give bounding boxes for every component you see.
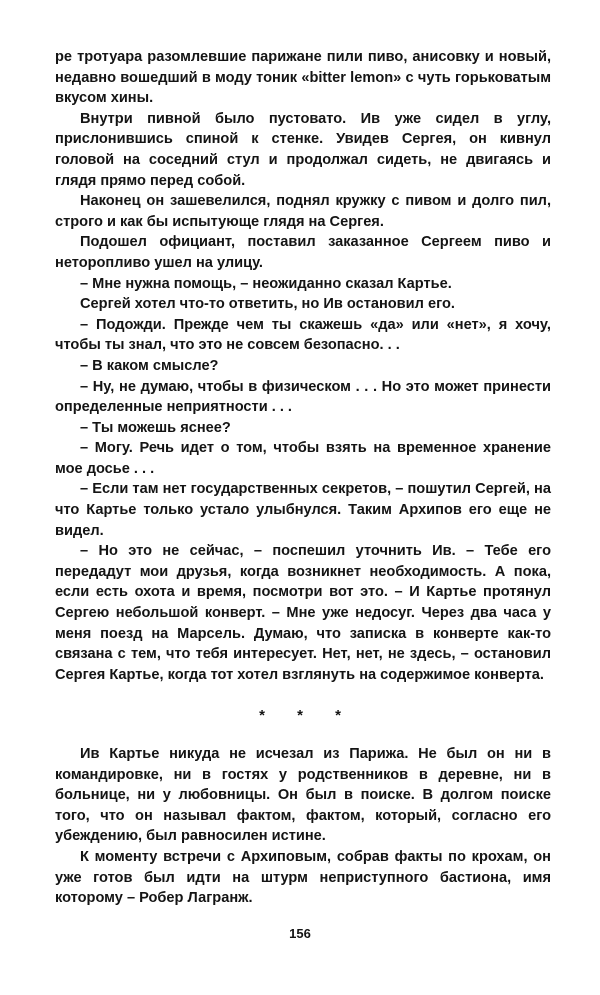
dialogue-line: – В каком смысле?	[80, 357, 219, 374]
paragraph: Сергей хотел что-то ответить, но Ив остановил его.	[80, 296, 455, 313]
dialogue-line: – Но это не сейчас, – поспешил уточнить Ив. – Тебе его передадут мои друзья, когда возникнет необходимость. А пока, если есть охота и время, посмотри вот это. – И Картье протянул Сергею небольшой конверт. – Мне уже недосуг. Через два часа у меня поезд на Марсель. Думаю, что записка в конверте как-то связана с тем, что тебя интересует. Нет, нет, не здесь, – остановил Сергея Картье, когда тот хотел взглянуть на содержимое конверта.	[55, 543, 551, 683]
dialogue-line: – Подожди. Прежде чем ты скажешь «да» или «нет», я хочу, чтобы ты знал, что это не совсем безопасно. . .	[55, 316, 551, 354]
paragraph: Внутри пивной было пустовато. Ив уже сидел в углу, прислонившись спиной к стенке. Увидев Сергея, он кивнул головой на соседний стул и продолжал сидеть, не двигаясь и глядя прямо перед собой.	[55, 110, 551, 189]
text-block-bottom	[55, 744, 551, 909]
paragraph: ре тротуара разомлевшие парижане пили пиво, анисовку и новый, недавно вошедший в моду тоник «bitter lemon» с чуть горьковатым вкусом хины.	[55, 49, 551, 107]
paragraph: Ив Картье никуда не исчезал из Парижа. Не был он ни в командировке, ни в гостях у родственников в деревне, ни в больнице, ни у любовницы. Он был в поиске. В долгом поиске того, что он называл фактом, фактом, который, согласно его убеждению, был равносилен истине.	[55, 746, 551, 845]
dialogue-line: – Если там нет государственных секретов, – пошутил Сергей, на что Картье только устало улыбнулся. Таким Архипов его еще не видел.	[55, 481, 551, 539]
dialogue-line: – Ну, не думаю, чтобы в физическом . . . Но это может принести определенные неприятности . . .	[55, 378, 551, 416]
dialogue-line: – Ты можешь яснее?	[80, 419, 231, 436]
dialogue-line: – Могу. Речь идет о том, чтобы взять на временное хранение мое досье . . .	[55, 440, 551, 477]
section-separator: * * *	[259, 707, 355, 724]
paragraph: К моменту встречи с Архиповым, собрав факты по крохам, он уже готов был идти на штурм неприступного бастиона, имя которому – Робер Лагранж.	[55, 848, 551, 907]
page-number: 156	[289, 926, 311, 941]
paragraph: Подошел официант, поставил заказанное Сергеем пиво и неторопливо ушел на улицу.	[55, 234, 551, 271]
dialogue-line: – Мне нужна помощь, – неожиданно сказал Картье.	[80, 275, 452, 292]
paragraph: Наконец он зашевелился, поднял кружку с пивом и долго пил, строго и как бы испытующе глядя на Сергея.	[55, 193, 551, 230]
text-block-top	[55, 47, 551, 685]
